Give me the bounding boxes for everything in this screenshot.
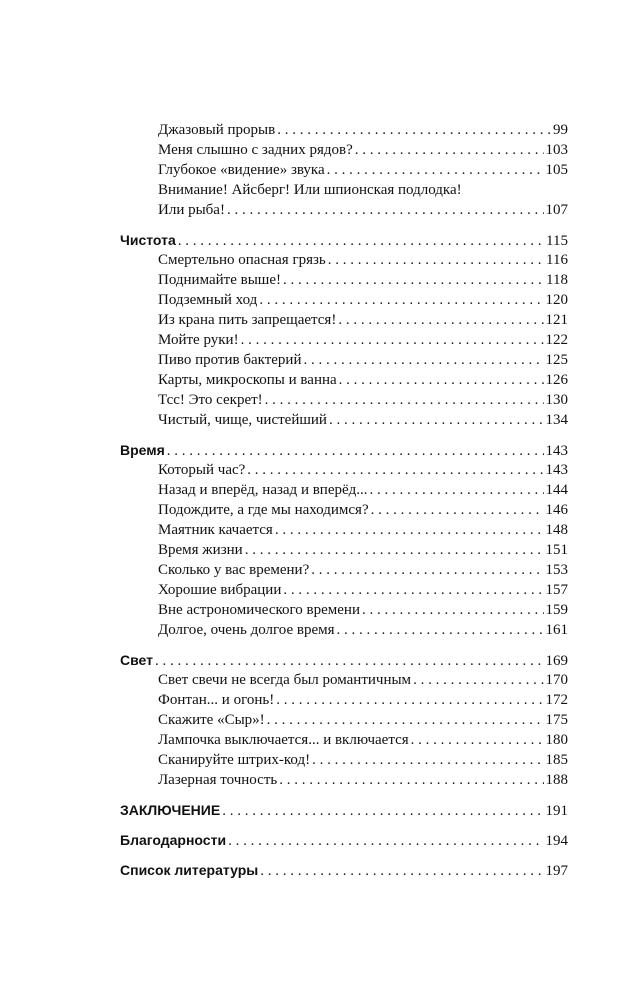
toc-entry-page: 151 bbox=[545, 542, 568, 558]
toc-entry[interactable] bbox=[158, 710, 568, 730]
toc-entry[interactable] bbox=[158, 670, 568, 690]
toc-entry-title: Глубокое «видение» звука bbox=[158, 162, 325, 178]
dot-leader bbox=[328, 250, 544, 270]
toc-entry-page: 103 bbox=[545, 142, 568, 158]
toc-chapter-time[interactable] bbox=[120, 440, 568, 460]
dot-leader bbox=[338, 310, 543, 330]
dot-leader bbox=[228, 831, 543, 851]
section-spacer bbox=[120, 820, 568, 830]
toc-chapter-title: Список литературы bbox=[120, 862, 259, 878]
toc-chapter-title: Время bbox=[120, 442, 165, 458]
toc-entry[interactable] bbox=[158, 560, 568, 580]
toc-entry-title: Меня слышно с задних рядов? bbox=[158, 142, 353, 158]
dot-leader bbox=[362, 600, 544, 620]
toc-entry-title: Скажите «Сыр»! bbox=[158, 712, 265, 728]
toc-chapter-page: 169 bbox=[545, 653, 568, 669]
toc-chapter-title: Свет bbox=[120, 652, 153, 668]
toc-entry[interactable] bbox=[158, 390, 568, 410]
dot-leader bbox=[311, 560, 543, 580]
toc-entry-title: Джазовый прорыв bbox=[158, 122, 276, 138]
toc-entry-title: Вне астрономического времени bbox=[158, 602, 360, 618]
toc-entry-title: Маятник качается bbox=[158, 522, 273, 538]
toc-entry-page: 121 bbox=[545, 312, 568, 328]
section-spacer bbox=[120, 790, 568, 800]
toc-entry[interactable] bbox=[158, 520, 568, 540]
dot-leader bbox=[327, 160, 544, 180]
dot-leader bbox=[370, 480, 544, 500]
toc-chapter-bibliography[interactable] bbox=[120, 860, 568, 880]
dot-leader bbox=[413, 670, 543, 690]
dot-leader bbox=[337, 620, 544, 640]
toc-entry-title: Тсс! Это секрет! bbox=[158, 392, 263, 408]
toc-entry-page: 125 bbox=[545, 352, 568, 368]
dot-leader bbox=[277, 120, 551, 140]
toc-entry-title: Из крана пить запрещается! bbox=[158, 312, 337, 328]
dot-leader bbox=[276, 690, 543, 710]
dot-leader bbox=[155, 651, 544, 671]
toc-entry-page: 118 bbox=[546, 272, 568, 288]
toc-entry[interactable] bbox=[158, 410, 568, 430]
dot-leader bbox=[245, 540, 544, 560]
toc-entry-page: 126 bbox=[545, 372, 568, 388]
toc-chapter-title: Благодарности bbox=[120, 832, 227, 848]
toc-entry[interactable] bbox=[158, 180, 568, 200]
section-spacer bbox=[120, 220, 568, 230]
toc-entry-page: 143 bbox=[545, 462, 568, 478]
dot-leader bbox=[227, 200, 544, 220]
toc-entry-title: Который час? bbox=[158, 462, 246, 478]
toc-entry[interactable] bbox=[158, 290, 568, 310]
toc-entry-title: Подождите, а где мы находимся? bbox=[158, 502, 369, 518]
toc-entry-title: Мойте руки! bbox=[158, 332, 239, 348]
toc-entry-page: 99 bbox=[553, 122, 568, 138]
dot-leader bbox=[339, 370, 544, 390]
toc-entry-page: 116 bbox=[546, 252, 568, 268]
dot-leader bbox=[312, 750, 543, 770]
toc-entry[interactable] bbox=[158, 620, 568, 640]
toc-entry-title: Фонтан... и огонь! bbox=[158, 692, 275, 708]
toc-entry-title: Смертельно опасная грязь bbox=[158, 252, 326, 268]
toc-entry-page: 144 bbox=[545, 482, 568, 498]
toc-chapter-title: Чистота bbox=[120, 232, 176, 248]
toc-entry-page: 148 bbox=[545, 522, 568, 538]
toc-entry[interactable] bbox=[158, 270, 568, 290]
toc-chapter-page: 115 bbox=[546, 233, 568, 249]
dot-leader bbox=[355, 140, 544, 160]
dot-leader bbox=[267, 710, 544, 730]
toc-chapter-acknowledgements[interactable] bbox=[120, 830, 568, 850]
toc-entry-page: 134 bbox=[545, 412, 568, 428]
toc-entry[interactable] bbox=[158, 480, 568, 500]
toc-entry-page: 188 bbox=[545, 772, 568, 788]
toc-entry-title: Поднимайте выше! bbox=[158, 272, 281, 288]
toc-entry-title: Время жизни bbox=[158, 542, 243, 558]
dot-leader bbox=[265, 390, 544, 410]
dot-leader bbox=[411, 730, 544, 750]
toc-entry-page: 153 bbox=[545, 562, 568, 578]
toc-chapter-conclusion[interactable] bbox=[120, 800, 568, 820]
section-spacer bbox=[120, 850, 568, 860]
toc-entry[interactable] bbox=[158, 350, 568, 370]
toc-entry-page: 122 bbox=[545, 332, 568, 348]
toc-entry-title: Лазерная точность bbox=[158, 772, 278, 788]
dot-leader bbox=[275, 520, 544, 540]
dot-leader bbox=[259, 290, 543, 310]
toc-entry[interactable] bbox=[158, 690, 568, 710]
toc-entry-page: 185 bbox=[545, 752, 568, 768]
toc-entry-title: Сколько у вас времени? bbox=[158, 562, 310, 578]
toc-entry-page: 159 bbox=[545, 602, 568, 618]
toc-entry-title: Чистый, чище, чистейший bbox=[158, 412, 327, 428]
toc-entry-page: 170 bbox=[545, 672, 568, 688]
toc-entry-page: 172 bbox=[545, 692, 568, 708]
toc-entry[interactable] bbox=[158, 330, 568, 350]
toc-entry-page: 161 bbox=[545, 622, 568, 638]
toc-entry[interactable] bbox=[158, 730, 568, 750]
toc-entry[interactable] bbox=[158, 160, 568, 180]
toc-entry-title: Карты, микроскопы и ванна bbox=[158, 372, 337, 388]
toc-entry[interactable] bbox=[158, 250, 568, 270]
toc-chapter-light[interactable] bbox=[120, 650, 568, 670]
toc-entry-title: Долгое, очень долгое время bbox=[158, 622, 335, 638]
toc-entry-title: Подземный ход bbox=[158, 292, 258, 308]
toc-entry[interactable] bbox=[158, 200, 568, 220]
section-spacer bbox=[120, 640, 568, 650]
toc-entry-page: 120 bbox=[545, 292, 568, 308]
toc-entry-title: Внимание! Айсберг! Или шпионская подлодка! bbox=[158, 182, 462, 198]
dot-leader bbox=[283, 270, 544, 290]
toc-entry[interactable] bbox=[158, 500, 568, 520]
toc-entry-page: 105 bbox=[545, 162, 568, 178]
toc-entry-title: Или рыба! bbox=[158, 202, 225, 218]
toc-entry-title: Свет свечи не всегда был романтичным bbox=[158, 672, 412, 688]
toc-entry[interactable] bbox=[158, 750, 568, 770]
toc-chapter-title: ЗАКЛЮЧЕНИЕ bbox=[120, 802, 221, 818]
toc-entry[interactable] bbox=[158, 140, 568, 160]
toc-entry-page: 107 bbox=[545, 202, 568, 218]
section-spacer bbox=[120, 430, 568, 440]
toc-entry-title: Назад и вперёд, назад и вперёд... bbox=[158, 482, 368, 498]
dot-leader bbox=[241, 330, 544, 350]
dot-leader bbox=[178, 231, 544, 251]
toc-entry-title: Пиво против бактерий bbox=[158, 352, 302, 368]
table-of-contents bbox=[120, 120, 568, 880]
toc-entry-title: Лампочка выключается... и включается bbox=[158, 732, 409, 748]
dot-leader bbox=[283, 580, 543, 600]
toc-entry-page: 175 bbox=[545, 712, 568, 728]
toc-entry[interactable] bbox=[158, 310, 568, 330]
dot-leader bbox=[222, 801, 543, 821]
toc-chapter-cleanliness[interactable] bbox=[120, 230, 568, 250]
dot-leader bbox=[279, 770, 543, 790]
toc-chapter-page: 194 bbox=[545, 833, 568, 849]
toc-entry[interactable] bbox=[158, 540, 568, 560]
dot-leader bbox=[329, 410, 544, 430]
toc-entry-page: 130 bbox=[545, 392, 568, 408]
toc-entry[interactable] bbox=[158, 770, 568, 790]
toc-entry-page: 157 bbox=[545, 582, 568, 598]
toc-entry-page: 146 bbox=[545, 502, 568, 518]
toc-chapter-page: 143 bbox=[545, 443, 568, 459]
toc-chapter-page: 197 bbox=[545, 863, 568, 879]
toc-entry-page: 180 bbox=[545, 732, 568, 748]
toc-entry[interactable] bbox=[158, 120, 568, 140]
dot-leader bbox=[167, 441, 544, 461]
toc-entry-title: Сканируйте штрих-код! bbox=[158, 752, 311, 768]
toc-entry[interactable] bbox=[158, 600, 568, 620]
toc-entry-title: Хорошие вибрации bbox=[158, 582, 282, 598]
dot-leader bbox=[303, 350, 543, 370]
dot-leader bbox=[371, 500, 544, 520]
dot-leader bbox=[260, 861, 543, 881]
toc-entry[interactable] bbox=[158, 580, 568, 600]
toc-entry[interactable] bbox=[158, 370, 568, 390]
toc-entry[interactable] bbox=[158, 460, 568, 480]
dot-leader bbox=[247, 460, 543, 480]
toc-chapter-page: 191 bbox=[545, 803, 568, 819]
